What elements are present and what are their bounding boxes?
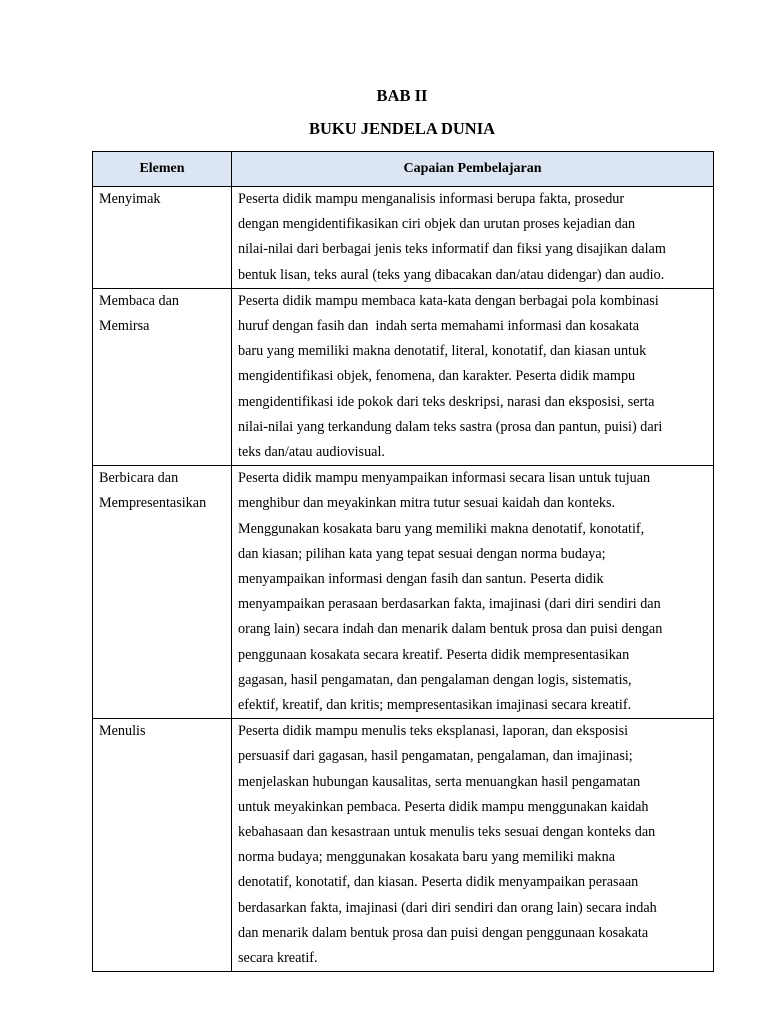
- table-row: [93, 719, 714, 972]
- learning-outcomes-table: [92, 151, 714, 972]
- chapter-title: BUKU JENDELA DUNIA: [308, 119, 496, 138]
- capaian-cell: [232, 288, 714, 465]
- capaian-line: berdasarkan fakta, imajinasi (dari diri sendiri dan orang lain) secara indah: [238, 899, 657, 916]
- capaian-line: dengan mengidentifikasikan ciri objek dan urutan proses kejadian dan: [238, 216, 636, 233]
- elemen-line: Berbicara dan: [99, 470, 179, 487]
- column-header-elemen: Elemen: [93, 152, 232, 187]
- capaian-line: menyampaikan perasaan berdasarkan fakta, imajinasi (dari diri sendiri dan: [238, 596, 661, 613]
- capaian-line: norma budaya; menggunakan kosakata baru yang memiliki makna: [238, 849, 616, 866]
- capaian-line: Peserta didik mampu membaca kata-kata dengan berbagai pola kombinasi: [238, 292, 659, 309]
- column-header-capaian: Capaian Pembelajaran: [232, 152, 714, 187]
- elemen-cell: [93, 288, 232, 465]
- capaian-line: nilai-nilai yang terkandung dalam teks sastra (prosa dan pantun, puisi) dari: [238, 418, 663, 435]
- elemen-line: Membaca dan: [99, 292, 179, 309]
- capaian-line: secara kreatif.: [238, 950, 318, 967]
- elemen-line: Mempresentasikan: [99, 495, 207, 512]
- capaian-line: huruf dengan fasih dan indah serta memahami informasi dan kosakata: [238, 318, 640, 335]
- capaian-line: Peserta didik mampu menganalisis informasi berupa fakta, prosedur: [238, 191, 625, 207]
- capaian-line: dan menarik dalam bentuk prosa dan puisi dengan penggunaan kosakata: [238, 924, 649, 941]
- elemen-cell: [93, 187, 232, 289]
- capaian-line: orang lain) secara indah dan menarik dalam bentuk prosa dan puisi dengan: [238, 621, 663, 638]
- capaian-line: baru yang memiliki makna denotatif, literal, konotatif, dan kiasan untuk: [238, 343, 647, 360]
- capaian-cell: [232, 719, 714, 972]
- capaian-line: kebahasaan dan kesastraan untuk menulis teks sesuai dengan konteks dan: [238, 824, 656, 841]
- elemen-line: Memirsa: [99, 318, 150, 335]
- capaian-line: nilai-nilai dari berbagai jenis teks informatif dan fiksi yang disajikan dalam: [238, 241, 666, 258]
- capaian-line: menjelaskan hubungan kausalitas, serta menuangkan hasil pengamatan: [238, 773, 641, 790]
- capaian-line: teks dan/atau audiovisual.: [238, 444, 385, 461]
- capaian-line: Peserta didik mampu menulis teks eksplanasi, laporan, dan eksposisi: [238, 723, 629, 740]
- capaian-line: efektif, kreatif, dan kritis; mempresentasikan imajinasi secara kreatif.: [238, 697, 632, 714]
- capaian-line: mengidentifikasi objek, fenomena, dan karakter. Peserta didik mampu: [238, 368, 636, 385]
- capaian-line: Peserta didik mampu menyampaikan informasi secara lisan untuk tujuan: [238, 470, 651, 487]
- capaian-line: denotatif, konotatif, dan kiasan. Peserta didik menyampaikan perasaan: [238, 874, 639, 891]
- table-header-row: [93, 152, 714, 187]
- capaian-line: bentuk lisan, teks aural (teks yang dibacakan dan/atau didengar) dan audio.: [238, 266, 665, 283]
- capaian-line: persuasif dari gagasan, hasil pengamatan, pengalaman, dan imajinasi;: [238, 748, 633, 765]
- capaian-line: Menggunakan kosakata baru yang memiliki makna denotatif, konotatif,: [238, 520, 645, 537]
- elemen-cell: [93, 719, 232, 972]
- capaian-line: gagasan, hasil pengamatan, dan pengalaman dengan logis, sistematis,: [238, 671, 632, 688]
- capaian-line: menyampaikan informasi dengan fasih dan santun. Peserta didik: [238, 571, 604, 588]
- capaian-line: menghibur dan meyakinkan mitra tutur sesuai kaidah dan konteks.: [238, 495, 616, 512]
- elemen-line: Menulis: [99, 723, 146, 740]
- elemen-cell: [93, 466, 232, 719]
- table-row: [93, 288, 714, 465]
- capaian-line: untuk meyakinkan pembaca. Peserta didik mampu menggunakan kaidah: [238, 798, 649, 815]
- capaian-cell: [232, 466, 714, 719]
- elemen-line: Menyimak: [99, 191, 161, 207]
- capaian-line: penggunaan kosakata secara kreatif. Peserta didik mempresentasikan: [238, 646, 630, 663]
- capaian-line: mengidentifikasi ide pokok dari teks deskripsi, narasi dan eksposisi, serta: [238, 393, 655, 410]
- capaian-line: dan kiasan; pilihan kata yang tepat sesuai dengan norma budaya;: [238, 545, 606, 562]
- capaian-cell: [232, 187, 714, 289]
- chapter-heading: BAB II: [376, 86, 428, 105]
- table-row: [93, 187, 714, 289]
- table-row: [93, 466, 714, 719]
